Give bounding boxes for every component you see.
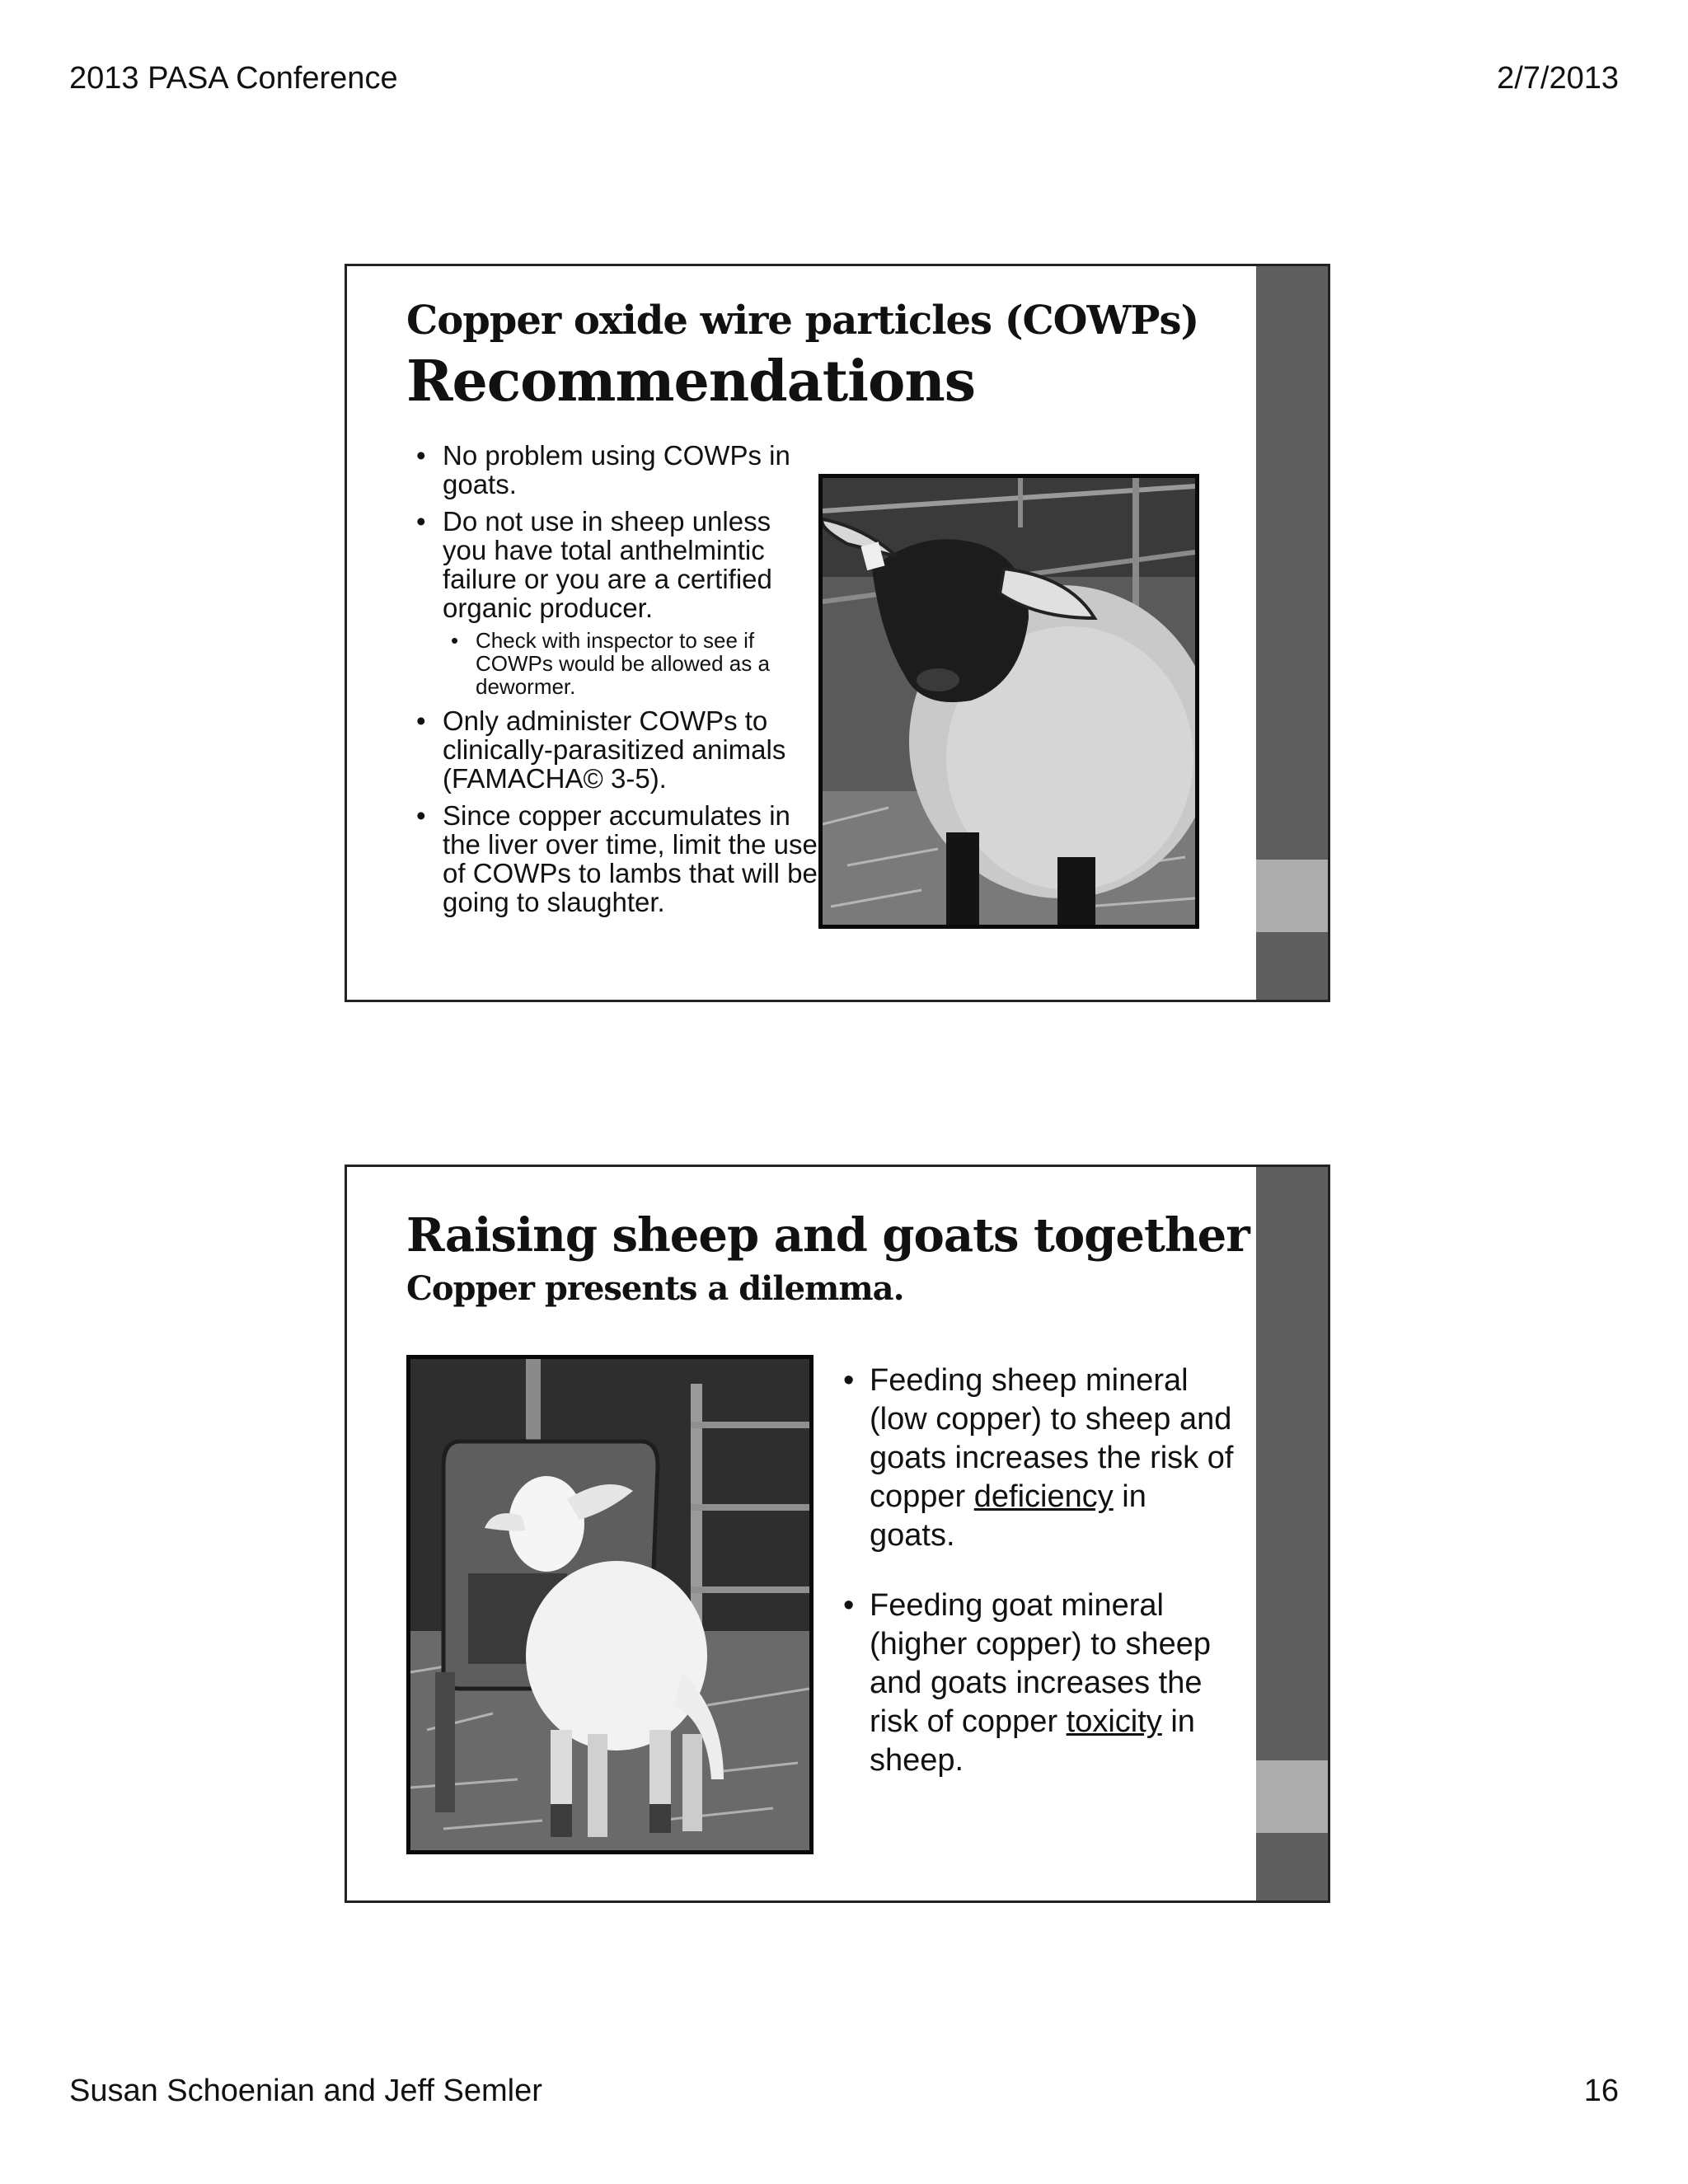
bullet-text: Feeding goat mineral (higher copper) to sheep and goats increases the risk of copper (870, 1588, 1212, 1739)
bullet-item: • Since copper accumulates in the liver over time, limit the use of COWPs to lambs that will be going to slaughter. (406, 801, 818, 916)
slide-title: Recommendations (406, 349, 976, 415)
slide-side-bar-accent (1256, 1760, 1328, 1833)
slide-title: Raising sheep and goats together (406, 1208, 1250, 1263)
lamb-illustration (410, 1359, 809, 1850)
slide-cowps-recommendations (345, 264, 1330, 1002)
bullet-item (838, 1361, 1234, 1555)
bullet-text: in sheep. (870, 1704, 1195, 1778)
page-header-left: 2013 PASA Conference (69, 61, 398, 96)
bullet-item: • Only administer COWPs to clinically-parasitized animals (FAMACHA© 3-5). (406, 706, 818, 793)
sub-bullet-item: • Check with inspector to see if COWPs would be allowed as a dewormer. (406, 629, 818, 698)
underlined-term: toxicity (1066, 1704, 1162, 1739)
bullet-text: Feeding sheep mineral (low copper) to sheep and goats increases the risk of copper (870, 1363, 1234, 1514)
page-header-date: 2/7/2013 (1497, 61, 1619, 96)
bullet-list (838, 1361, 1234, 1811)
underlined-term: deficiency (973, 1479, 1114, 1514)
page-number: 16 (1583, 2074, 1619, 2108)
slide-subtitle: Copper presents a dilemma. (406, 1269, 904, 1308)
sheep-photo (818, 474, 1199, 929)
bullet-item (838, 1586, 1234, 1780)
slide-subtitle: Copper oxide wire particles (COWPs) (406, 298, 1199, 344)
page-footer-authors: Susan Schoenian and Jeff Semler (69, 2074, 542, 2108)
bullet-text: in goats. (870, 1479, 1146, 1553)
lamb-photo (406, 1355, 814, 1854)
bullet-item: • No problem using COWPs in goats. (406, 441, 818, 499)
sheep-illustration (823, 478, 1195, 925)
slide-side-bar-accent (1256, 860, 1328, 932)
bullet-item: • Do not use in sheep unless you have total anthelmintic failure or you are a certified organic producer. (406, 507, 818, 622)
slide-raising-sheep-goats (345, 1165, 1330, 1903)
bullet-list (406, 441, 818, 925)
